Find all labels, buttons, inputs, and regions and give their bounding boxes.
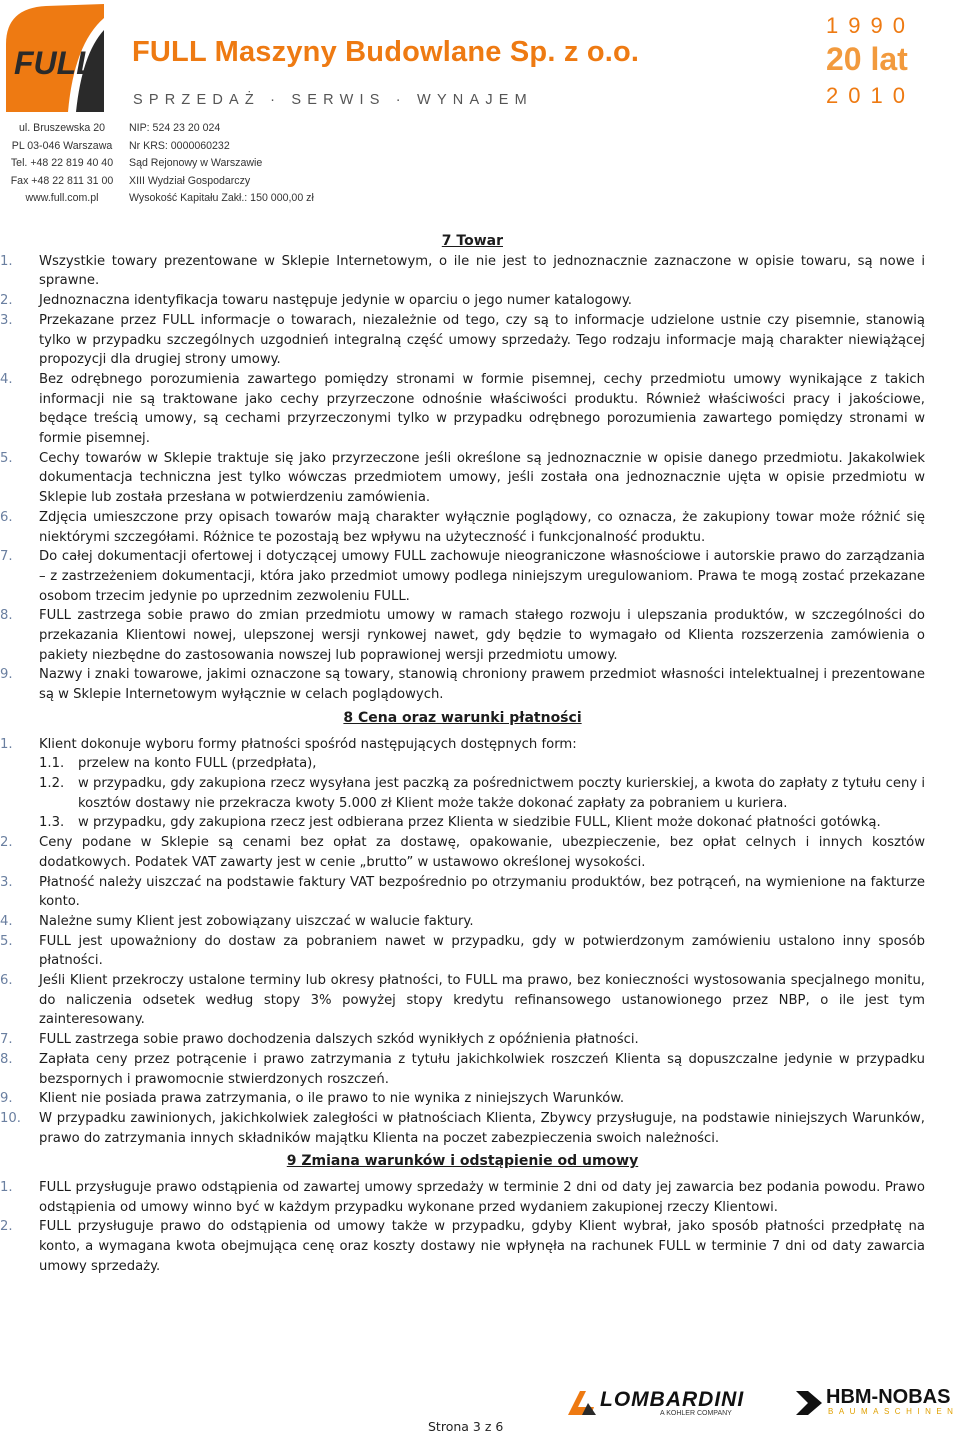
list-item-number: 5. <box>0 933 13 949</box>
list-item <box>0 606 925 665</box>
sub-list-item-text: w przypadku, gdy zakupiona rzecz wysyłana jest paczką za pośrednictwem poczty kurierskiej, a kwota do zapłaty z tytułu ceny i kosztów dostawy nie przekracza kwoty 5.000 zł Klient może także dokonać zapłaty za pobraniem u kuriera. <box>78 775 925 811</box>
list-item-text: Jeśli Klient przekroczy ustalone terminy lub okresy płatności, to FULL ma prawo, bez konieczności wystosowania specjalnego monitu, do naliczenia odsetek według stopy 3% powyżej stopy kredytu refinansowego ustanowionego przez NBP, o ile jest tym zainteresowany. <box>39 973 925 1028</box>
list-item <box>0 1089 925 1109</box>
list-item-number: 5. <box>0 450 13 466</box>
list-item <box>0 1050 925 1089</box>
list-item <box>0 833 925 872</box>
full-logo <box>6 4 104 112</box>
list-item <box>0 449 925 508</box>
list-item-number: 1. <box>0 1180 13 1196</box>
list-item-number: 3. <box>0 312 13 328</box>
list-item-text: Wszystkie towary prezentowane w Sklepie Internetowym, o ile nie jest to jednoznacznie zaznaczone w opisie towaru, są nowe i sprawne. <box>39 253 925 289</box>
company-registration <box>129 120 314 208</box>
list-item-text: Ceny podane w Sklepie są cenami bez opłat za dostawę, opakowanie, ubezpieczenie, bez opłat celnych i innych kosztów dodatkowych. Podatek VAT zawarty jest w cenie „brutto” w ustawowo określonej wysokości. <box>39 835 925 870</box>
list-item-number: 7. <box>0 1032 13 1048</box>
section-title <box>0 709 925 729</box>
list-item-number: 6. <box>0 509 13 525</box>
hbm-nobas-logo-sub: BAUMASCHINEN <box>828 1407 959 1416</box>
list-item-text: Jednoznaczna identyfikacja towaru następuje jedynie w oparciu o jego numer katalogowy. <box>39 293 632 309</box>
address-phone: Tel. +48 22 819 40 40 <box>10 157 114 170</box>
list-item <box>0 1030 925 1050</box>
sub-list-item <box>0 813 925 833</box>
sub-list-item-text: w przypadku, gdy zakupiona rzecz jest odbierana przez Klienta w siedzibie FULL, Klient może dokonać płatności gotówką. <box>78 815 881 831</box>
list-item-text: Nazwy i znaki towarowe, jakimi oznaczone są towary, stanowią chroniony prawem przedmiot własności intelektualnej i prezentowane są w Sklepie Internetowym wyłącznie w celach poglądowych. <box>39 667 925 703</box>
list-item-number: 3. <box>0 874 13 890</box>
list-item-text: Cechy towarów w Sklepie traktuje się jako przyrzeczone jeśli określone są jednoznacznie w opisie danego przedmiotu. Jakakolwiek dokumentacja techniczna jest tylko wówczas przedmiotem umowy, jeśli została ona jednoznacznie ujęta w opisie przedmiotu w Sklepie lub została przesłana w potwierdzeniu zamówienia. <box>39 450 925 506</box>
list-item-number: 9. <box>0 667 13 683</box>
list-item <box>0 971 925 1030</box>
list-item-number: 2. <box>0 293 13 309</box>
registration-nip: NIP: 524 23 20 024 <box>129 122 221 134</box>
sub-list-item-number: 1.2. <box>39 775 65 791</box>
list-item <box>0 1217 925 1276</box>
company-name: FULL Maszyny Budowlane Sp. z o.o. <box>132 36 640 68</box>
list-item-number: 1. <box>0 736 13 752</box>
list-item-number: 2. <box>0 835 13 851</box>
list-item-text: Klient dokonuje wyboru formy płatności spośród następujących dostępnych form: <box>39 736 577 752</box>
list-item-text: FULL zastrzega sobie prawo dochodzenia dalszych szkód wynikłych z opóźnienia płatności. <box>39 1032 639 1048</box>
section-title <box>0 1152 925 1172</box>
list-item-number: 2. <box>0 1219 13 1235</box>
list-item <box>0 665 925 704</box>
list-item-text: FULL przysługuje prawo odstąpienia od zawartej umowy sprzedaży w terminie 2 dni od daty jej zawarcia bez podania powodu. Prawo odstąpienia od umowy winno być w każdym przypadku wykonane przed wydaniem zakupionej rzeczy Klientowi. <box>39 1180 925 1215</box>
sub-list-item-text: przelew na konto FULL (przedpłata), <box>78 756 317 772</box>
list-item-text: FULL zastrzega sobie prawo do zmian przedmiotu umowy w ramach stałego rozwoju i ulepszania produktów, w szczególności do przekazania Klientowi nowej, ulepszonej wersji rynkowej nawet, gdy będzie to wymagało od Klienta rozszerzenia zamówienia o pakiety niezbędne do zastosowania nowszej lub poprawionej wersji przedmiotu umowy. <box>39 608 925 663</box>
list-item-text: FULL przysługuje prawo do odstąpienia od umowy także w przypadku, gdyby Klient wybrał, jako sposób płatności przedpłatę na konto, a wymagana kwota obejmująca cenę oraz koszty dostawy nie wpłynęła na rachunek FULL w terminie 7 dni od daty zawarcia umowy sprzedaży. <box>39 1219 925 1274</box>
section-title <box>0 232 925 252</box>
list-item <box>0 252 925 291</box>
anniversary-end-year: 2010 <box>826 83 915 108</box>
list-item-text: FULL jest upoważniony do dostaw za pobraniem nawet w przypadku, gdy w potwierdzonym zamówieniu ustalono inny sposób płatności. <box>39 933 925 969</box>
list-item-number: 10. <box>0 1110 21 1126</box>
sub-list-item-number: 1.3. <box>39 815 65 831</box>
list-item-number: 8. <box>0 1051 13 1067</box>
page-number: Strona 3 z 6 <box>428 1419 504 1434</box>
address-street: ul. Bruszewska 20 <box>19 122 105 134</box>
anniversary-label: 20 lat <box>826 41 908 77</box>
list-item-text: Należne sumy Klient jest zobowiązany uiszczać w walucie faktury. <box>39 913 474 929</box>
list-item <box>0 1109 925 1148</box>
list-item <box>0 311 925 370</box>
anniversary-start-year: 1990 <box>826 13 915 38</box>
list-item <box>0 735 925 755</box>
registration-court: Sąd Rejonowy w Warszawie <box>129 157 263 170</box>
list-item-number: 9. <box>0 1091 13 1107</box>
list-item-text: Płatność należy uiszczać na podstawie faktury VAT bezpośrednio po otrzymaniu produktów, bez potrąceń, na wymienione na fakturze konto. <box>39 874 925 910</box>
address-fax: Fax +48 22 811 31 00 <box>10 174 114 187</box>
list-item <box>0 370 925 449</box>
address-website: www.full.com.pl <box>25 192 99 205</box>
list-item-number: 8. <box>0 608 13 624</box>
list-item <box>0 912 925 932</box>
list-item-text: Klient nie posiada prawa zatrzymania, o ile prawo to nie wynika z niniejszych Warunków. <box>39 1091 625 1107</box>
lombardini-logo-text: LOMBARDINI <box>600 1388 745 1411</box>
list-item-text: Przekazane przez FULL informacje o towarach, niezależnie od tego, czy są to informacje udzielone ustnie czy pisemnie, stanowią tylko w przypadku szczególnych uzgodnień integralną część umowy sprzedaży. Tego rodzaju informacje mają charakter niewiążącej propozycji dla drugiej strony umowy. <box>39 312 925 368</box>
list-item-number: 1. <box>0 253 13 269</box>
svg-text:FULL: FULL <box>14 45 96 81</box>
section-title-text: 7 Towar <box>441 233 503 249</box>
lombardini-logo-sub: A KOHLER COMPANY <box>660 1410 732 1417</box>
list-item <box>0 932 925 971</box>
list-item <box>0 547 925 606</box>
company-tagline: SPRZEDAŻ · SERWIS · WYNAJEM <box>133 92 533 108</box>
section-title-text: 8 Cena oraz warunki płatności <box>343 709 582 726</box>
list-item <box>0 873 925 912</box>
list-item-number: 7. <box>0 549 13 565</box>
list-item-text: Bez odrębnego porozumienia zawartego pomiędzy stronami w formie pisemnej, cechy przedmiotu umowy wynikające z takich informacji nie są traktowane jako cechy przyrzeczone odnośnie właściwości produktu. Również właściwości pracy i jakościowe, będące treścią umowy, są cechami przyrzeczonymi tylko w przypadku odrębnego porozumienia zawartego pomiędzy stronami w formie pisemnej. <box>39 371 925 447</box>
registration-division: XIII Wydział Gospodarczy <box>129 174 251 187</box>
list-item-number: 6. <box>0 973 13 989</box>
company-address <box>10 120 114 208</box>
list-item <box>0 1178 925 1217</box>
document-body <box>0 232 925 1277</box>
list-item-text: Zdjęcia umieszczone przy opisach towarów mają charakter wyłącznie poglądowy, co oznacza, że zakupiony towar może różnić się niektórymi szczegółami. Różnice te pozostają bez wpływu na użyteczność i funkcjonalność produktu. <box>39 509 925 545</box>
sub-list-item-number: 1.1. <box>39 756 65 772</box>
sub-list-item <box>0 754 925 774</box>
sub-list-item <box>0 774 925 813</box>
list-item-text: Do całej dokumentacji ofertowej i dotyczącej umowy FULL zachowuje nieograniczone własnościowe i autorskie prawo do zarządzania – z zastrzeżeniem dokumentacji, która jako przedmiot umowy podlega niniejszym uregulowaniom. Prawa te mogą zostać przekazane osobom trzecim jedynie po uprzednim zezwoleniu FULL. <box>39 549 925 604</box>
list-item-text: Zapłata ceny przez potrącenie i prawo zatrzymania z tytułu jakichkolwiek roszczeń Klienta są dopuszczalne jedynie w przypadku bezspornych i prawomocnie stwierdzonych roszczeń. <box>39 1051 925 1087</box>
list-item-text: W przypadku zawinionych, jakichkolwiek zaległości w płatnościach Klienta, Zbywcy przysługuje, na podstawie niniejszych Warunków, prawo do zatrzymania innych składników majątku Klienta na poczet zabezpieczenia swoich należności. <box>39 1110 925 1146</box>
registration-krs: Nr KRS: 0000060232 <box>129 139 230 152</box>
list-item <box>0 508 925 547</box>
list-item-number: 4. <box>0 371 13 387</box>
address-city: PL 03-046 Warszawa <box>11 139 113 152</box>
registration-capital: Wysokość Kapitału Zakł.: 150 000,00 zł <box>129 192 314 205</box>
hbm-nobas-logo-text: HBM-NOBAS <box>826 1386 951 1408</box>
list-item-number: 4. <box>0 913 13 929</box>
section-title-text: 9 Zmiana warunków i odstąpienie od umowy <box>286 1153 639 1170</box>
list-item <box>0 291 925 311</box>
